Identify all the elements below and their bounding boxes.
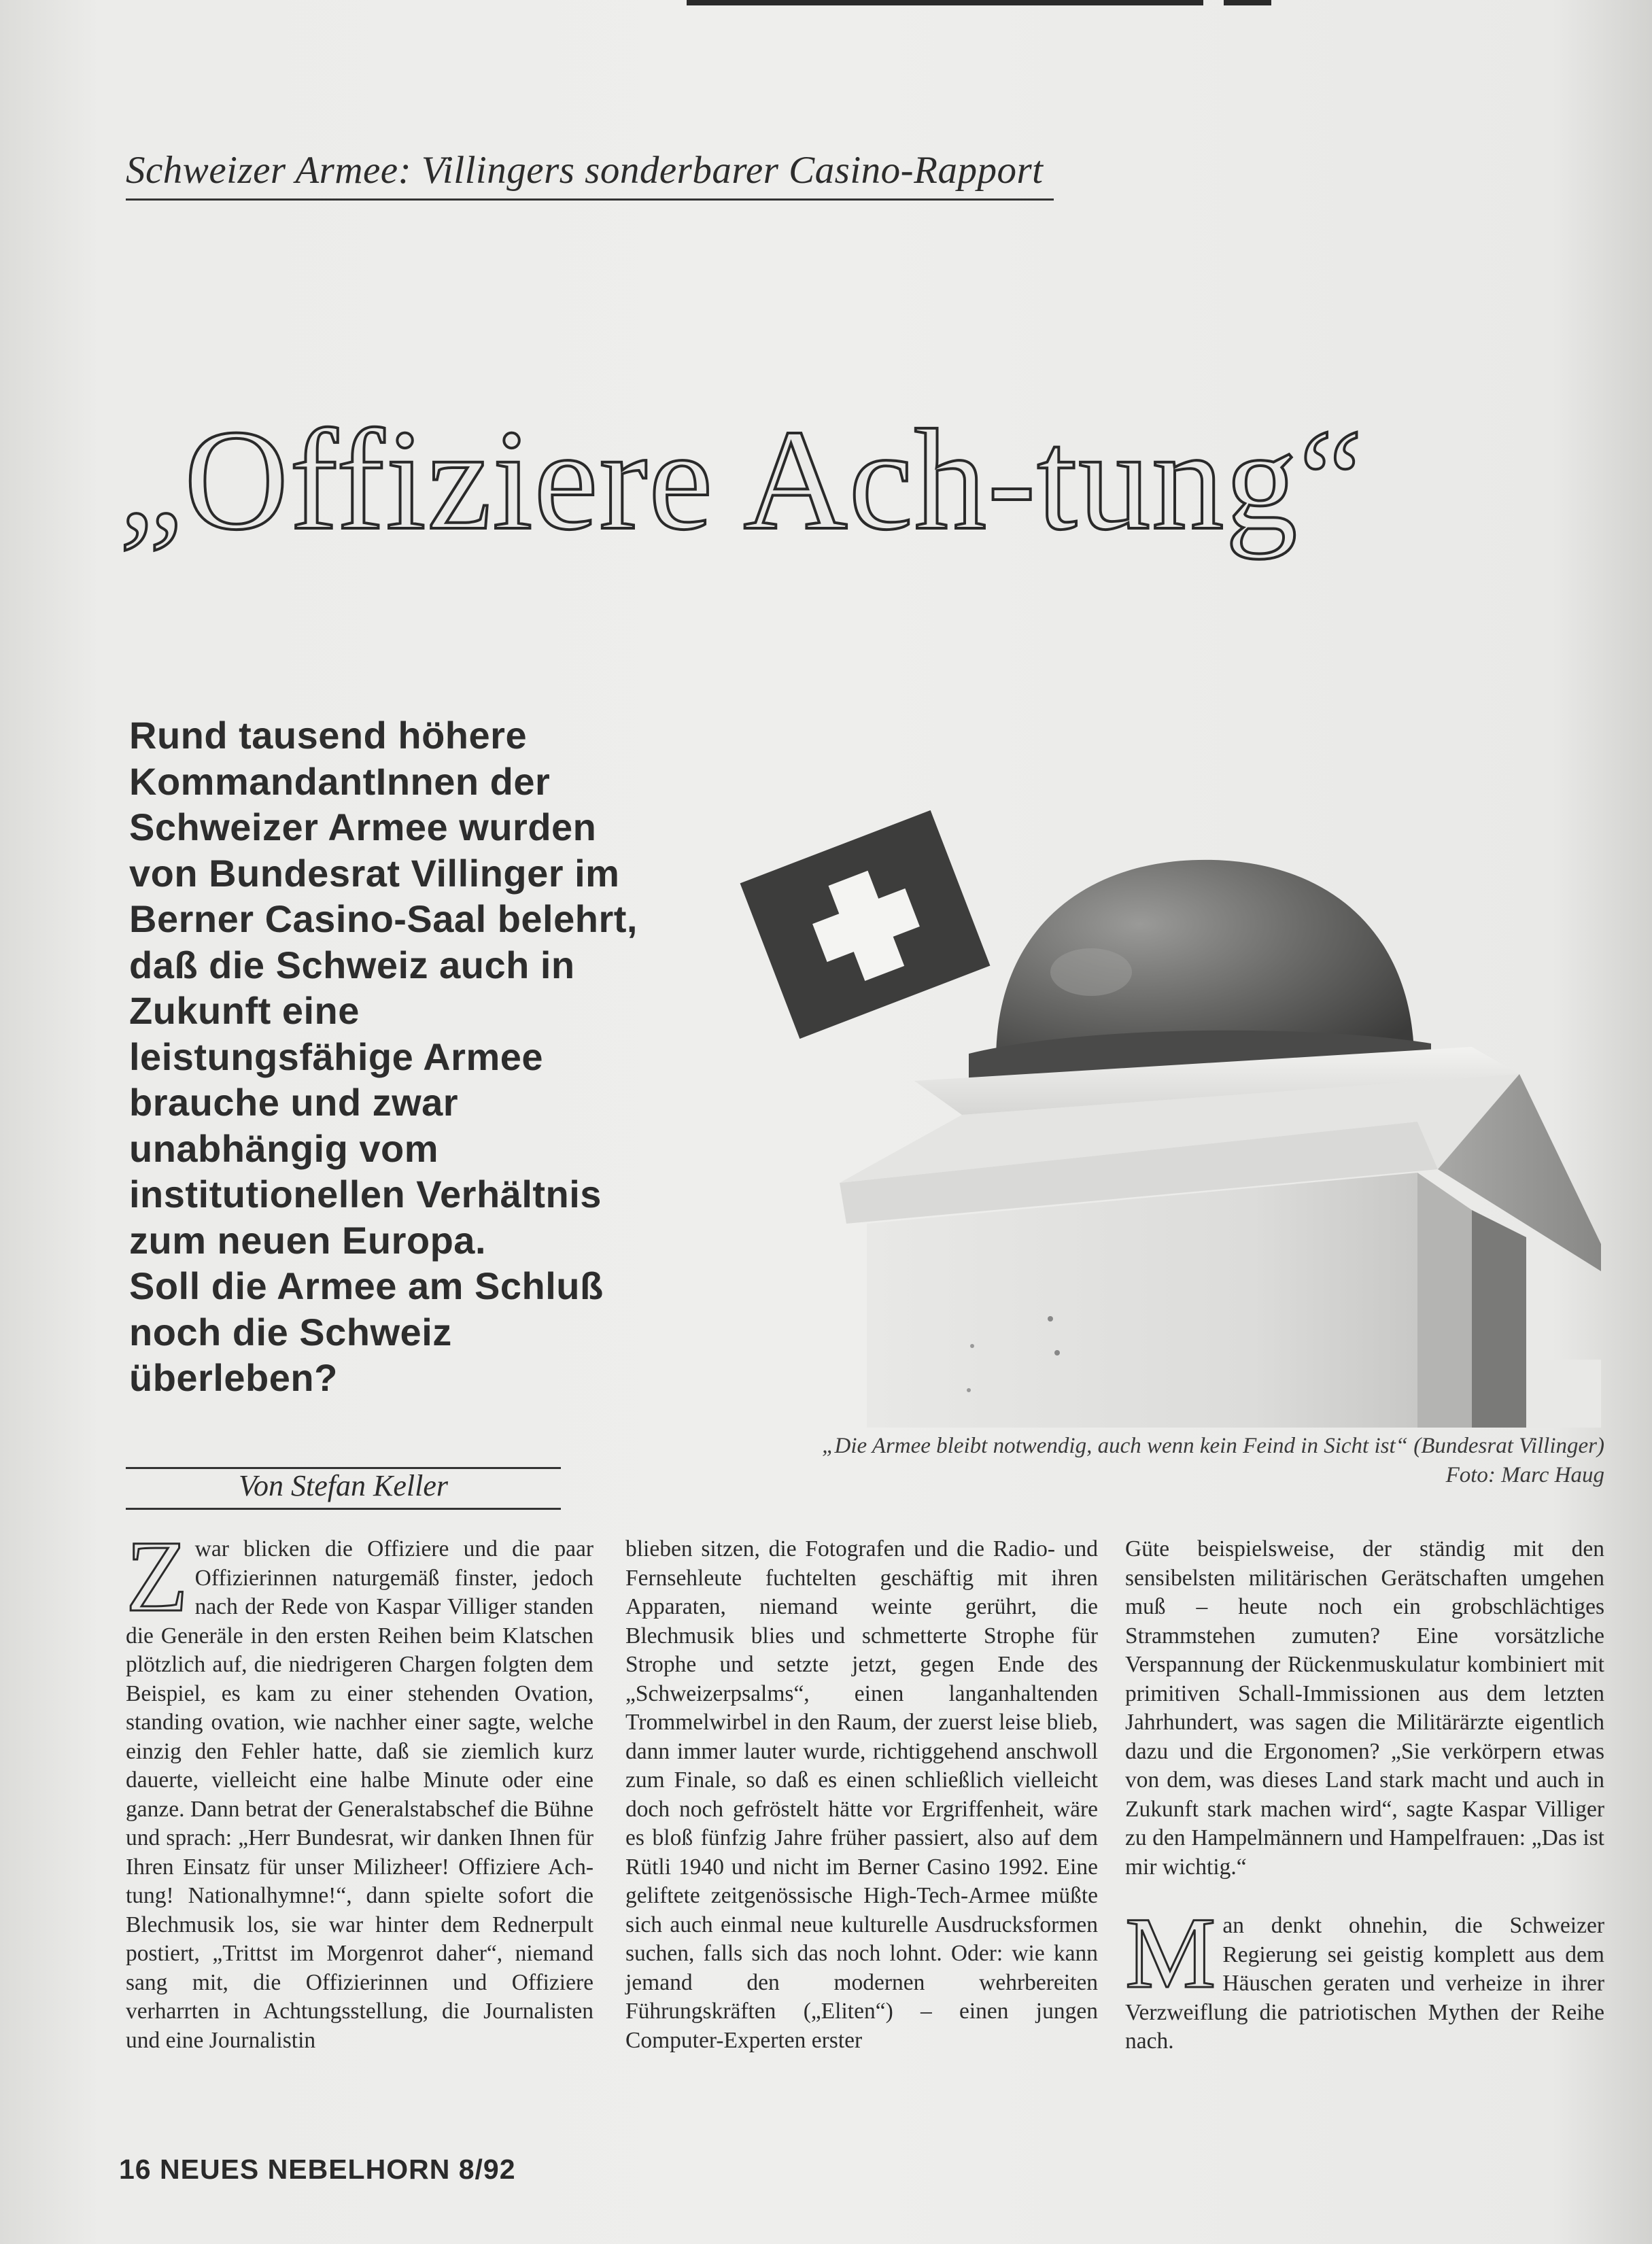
body-text: war blicken die Offiziere und die paar Offizierinnen naturgemäß finster, jedoch nach der Rede von Kaspar Villiger standen die Generäle in den ersten Reihen beim Klatschen plötzlich auf, die niedrigeren Chargen folgten dem Beispiel, es kam zu einer stehenden Ovation, standing ovation, wie nachher einer sagte, welche einzig den Fehler hatte, daß sie ziemlich kurz dauerte, vielleicht eine halbe Minute oder eine ganze. Dann betrat der Generalstabschef die Bühne und sprach: „Herr Bundesrat, wir danken Ihnen für Ihren Einsatz für unser Milizheer! Offiziere Ach-tung! Nationalhymne!“, dann spielte sofort die Blechmusik los, sie war hinter dem Rednerpult postiert, „Trittst im Morgenrot daher“, niemand sang mit, die Offizierinnen und Offiziere verharrten in Achtungsstellung, die Journalisten und eine Journalistin [126,1536,593,2053]
body-text: an denkt ohnehin, die Schweizer Regierung sei geistig komplett aus dem Häuschen geraten und verheize in ihrer Verzweiflung die patriotischen Mythen der Reihe nach. [1125,1913,1604,2054]
body-paragraph [1125,1897,1604,2056]
lead-paragraph [129,712,646,1401]
photo-caption: „Die Armee bleibt notwendig, auch wenn kein Feind in Sicht ist“ (Bundesrat Villinger) [822,1434,1604,1458]
byline: Von Stefan Keller [239,1469,448,1502]
page-footer: 16 NEUES NEBELHORN 8/92 [119,2154,516,2185]
body-paragraph [126,1520,593,2055]
photo-helmet-flag [738,802,1601,1428]
top-edge-strip [687,0,1203,5]
body-column-2 [625,1535,1098,2055]
photo-credit: Foto: Marc Haug [1445,1463,1604,1487]
photo-caption-block [822,1432,1604,1490]
body-column-3 [1125,1535,1604,2056]
dropcap: Z [126,1520,188,1633]
headline: „Offiziere Ach-tung“ [119,400,1364,559]
body-text: blieben sitzen, die Fotografen und die Radio- und Fernsehleute fuchtelten geschäftig mit ihren Apparaten, niemand weinte gerührt, die Blechmusik blies und schmetterte Strophe für Strophe und setzte jetzt, gegen Ende des „Schweizerpsalms“, einen langanhaltenden Trommelwirbel in den Raum, der zuerst leise blieb, dann immer lauter wurde, richtiggehend anschwoll zum Finale, so daß es einen schließlich vielleicht doch noch gefröstelt hätte vor Ergriffenheit, wäre es bloß fünfzig Jahre früher passiert, also auf dem Rütli 1940 und nicht im Berner Casino 1992. Eine geliftete zeitgenössische High-Tech-Armee müßte sich auch einmal neue kulturelle Ausdrucksformen suchen, falls sich das noch lohnt. Oder: wie kann jemand den modernen wehrbereiten Führungskräften („Eliten“) – einen jungen Computer-Experten erster [625,1536,1098,2053]
body-column-1 [126,1520,593,2055]
lead-text: Rund tausend höhere KommandantInnen der Schweizer Armee wurden von Bundesrat Villinger im Berner Casino-Saal belehrt, daß die Schweiz auch in Zukunft eine leistungsfähige Armee brauche und zwar unabhängig vom institutionellen Verhältnis zum neuen Europa. [129,714,638,1262]
lead-question: Soll die Armee am Schluß noch die Schweiz überleben? [129,1264,604,1399]
swiss-flag-icon [740,810,991,1039]
helmet-flag-illustration [738,802,1601,1428]
kicker-line: Schweizer Armee: Villingers sonderbarer Casino-Rapport [126,149,1044,192]
kicker-rule [126,198,1054,201]
body-text: Güte beispielsweise, der ständig mit den sensibelsten militärischen Gerätschaften umgehen muß – heute noch ein grobschlächtiges Strammstehen zumuten? Eine vorsätzliche Verspannung der Rückenmuskulatur kombiniert mit primitiven Schall-Immissionen aus dem letzten Jahrhundert, was sagen die Militärärzte eigentlich dazu und die Ergonomen? „Sie verkörpern etwas von dem, was dieses Land stark macht und auch in Zukunft stark machen wird“, sagte Kaspar Villiger zu den Hampelmännern und Hampelfrauen: „Das ist mir wichtig.“ [1125,1536,1604,1880]
byline-rule-bottom [126,1508,561,1510]
dropcap: M [1125,1897,1216,2009]
top-edge-strip-small [1224,0,1271,5]
